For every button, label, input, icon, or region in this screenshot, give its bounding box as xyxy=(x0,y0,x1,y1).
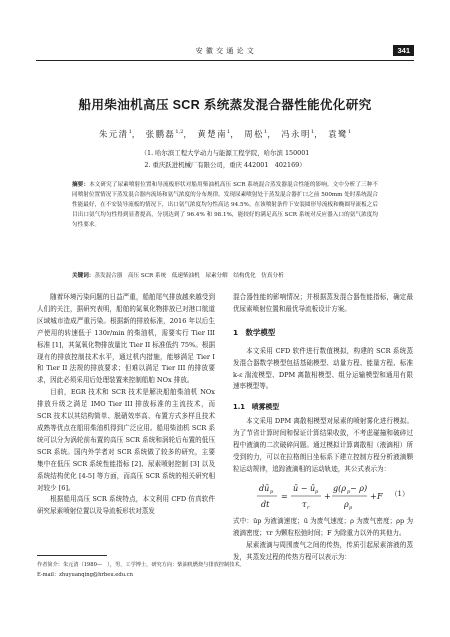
paper-title: 船用柴油机高压 SCR 系统蒸发混合器性能优化研究 xyxy=(78,98,372,112)
equation-formula xyxy=(253,480,383,514)
abstract-text: 本文研究了尿素喷射位置和导流板形状对船用柴油机高压 SCR 系统混合蒸发器混合性能的影响。文中分析了三种不同喷射位置情况下蒸发混合器内流场和氨气浓度的分布规律，发现尿素喷射处于蒸发混合器扩口之前 500mm 处时系统混合性能最好，在不安装导流板的情况下，出口氨气浓度均匀性高达 94.5%。在该喷射条件下安装圆形导流板和椭圆导流板之后目出口氨气均匀性得到显著提高，分别达到了 96.4% 和 98.1%，能较好的满足高压 SCR 系统对反应器入口的氨气浓度均匀性要求。 xyxy=(72,182,378,228)
affiliation-2: 2. 重庆跃进机械厂有限公司，重庆 442001 402169） xyxy=(144,161,306,169)
subsection-heading: 1.1 喷雾模型 xyxy=(233,403,280,412)
author-name: 袁鹭 xyxy=(328,129,348,139)
author-affiliation-mark: 1 xyxy=(310,129,315,136)
affiliation-1: （1. 哈尔滨工程大学动力与能源工程学院，哈尔滨 150001 xyxy=(140,149,310,157)
left-column xyxy=(37,292,215,518)
svg-text:+: + xyxy=(324,491,331,501)
svg-text:τ: τ xyxy=(302,499,307,509)
svg-text:+: + xyxy=(370,491,377,501)
svg-text:F: F xyxy=(377,491,383,501)
page-number: 341 xyxy=(393,45,414,56)
body-paragraph: 目前，EGR 技术和 SCR 技术是解决船舶柴油机 NOx 排放升级之满足 IMO Tier III 排放标准的主流技术，而 SCR 技术以其结构简单、脱硝效率高、布置方式多样且技术成熟等优点在船用柴油机得到广泛应用。船用柴油机 SCR 系统可以分为涡轮前布置的高压 SCR 系统和涡轮后布置的低压 SCR 系统。国内外学者对 SCR 系统做了较多的研究，主要集中在低压 SCR 系统性能指标 [2]、尿素喷射控制 [3] 以及系统结构优化 [4-5] 等方面，而高压 SCR 系统的相关研究相对较少 [6]。 xyxy=(37,388,215,492)
running-header xyxy=(36,46,414,61)
journal-name: 安 徽 交 通 论 文 xyxy=(195,47,255,55)
svg-text:r: r xyxy=(307,504,310,511)
author-name: 冯永明 xyxy=(281,129,311,139)
equation-number: （1） xyxy=(390,489,409,498)
author-name: 周松 xyxy=(244,129,265,139)
body-paragraph: 本文采用 DPM 离散相模型对尿素的喷射雾化进行模拟。为了节省计算时间和保证计算结果收敛，不考虑碰撞和破碎过程中液滴的二次破碎问题。通过模拟计算离散相（液滴相）所受到的力，可以在拉格朗日坐标系下建立控制方程分析液滴颗粒运动规律，追踪液滴相的运动轨迹，其公式表示为： xyxy=(233,417,413,473)
author-name: 张鹏磊 xyxy=(145,129,176,139)
section-heading: 1 数学模型 xyxy=(233,327,276,337)
body-paragraph: 本文采用 CFD 软件进行数值模拟，构建的 SCR 系统蒸发混合器数学模型包括基础模型、动量方程、能量方程、标准 k-ε 湍流模型、DPM 离散相模型、组分运输模型和通用有限速率模型等。 xyxy=(233,346,413,391)
equation-1 xyxy=(233,480,413,514)
svg-text:dū: dū xyxy=(259,483,270,493)
author-list: 朱元清$^1$， 张鹏磊$^{1,2}$， 黄楚南$^1$， 周松$^1$， 冯永明$^1$， 袁鹭$^1$ xyxy=(98,129,352,139)
author-affiliation-mark: 1 xyxy=(128,129,132,136)
svg-text:g(ρ: g(ρ xyxy=(333,483,346,493)
abstract-label: 摘要： xyxy=(72,182,90,188)
abstract xyxy=(72,181,378,231)
body-paragraph: 混合器性能的影响情况；并根据蒸发混合器性能指标，确定最优尿素喷射位置和最优导流板设计方案。 xyxy=(233,293,413,313)
svg-text:p: p xyxy=(270,488,274,495)
svg-text:ū − ū: ū − ū xyxy=(293,483,316,493)
footnote-author-bio: 作者简介：朱元清（1980— ），男，工学博士，研究方向：柴油机燃烧与排放控制技术。 xyxy=(37,562,245,568)
svg-text:dt: dt xyxy=(261,499,270,509)
keywords-text: 蒸发混合器 高压 SCR 系统 低速柴油机 尿素分解 结构优化 仿真分析 xyxy=(94,273,284,279)
footnote xyxy=(37,560,245,580)
body-paragraph: 根据船用高压 SCR 系统特点，本文利用 CFD 仿真软件研究尿素喷射位置以及导流板形状对蒸发 xyxy=(37,495,215,516)
author-affiliation-mark: 1 xyxy=(347,129,352,136)
footnote-rule xyxy=(37,555,107,556)
body-paragraph: 尿素液滴与周围废气之间的传热，传质引起尿素溶液的蒸发，其蒸发过程的传热方程可以表示为： xyxy=(233,540,413,561)
svg-text:p: p xyxy=(349,504,353,511)
author-name: 朱元清 xyxy=(98,129,129,139)
right-column xyxy=(233,292,413,563)
svg-text:p: p xyxy=(347,488,351,495)
svg-text:p: p xyxy=(315,488,319,495)
svg-text:− ρ): − ρ) xyxy=(350,483,368,493)
body-paragraph: 式中：ūp 为液滴速度；ū 为废气速度；ρ 为废气密度；ρp 为液滴密度；τr 为颗粒松弛时间；F 为除重力以外的其他力。 xyxy=(233,516,413,537)
footnote-email: E-mail：zhuyuanqing@hrbeu.edu.cn xyxy=(37,572,133,578)
keywords xyxy=(72,271,378,279)
svg-text:=: = xyxy=(281,491,288,501)
author-affiliation-mark: 1 xyxy=(227,129,231,136)
author-affiliation-mark: 1 xyxy=(264,129,268,136)
author-affiliation-mark: 1,2 xyxy=(175,129,184,136)
svg-text:ρ: ρ xyxy=(344,499,349,509)
author-name: 黄楚南 xyxy=(197,129,228,139)
body-paragraph: 随着环境污染问题的日益严重，船舶尾气排放越来越受到人们的关注，据研究表明，船舶的氮氧化物排放已对港口航道区域城市造成严重污染。根据新的排放标准，2016 年以后生产使用的转速低于 130r/min 的柴油机，需要实行 Tier III 标准 [1]，其氮氧化物排放量比 Tier II 标准低约 75%。根据现有的排放控制技术水平，通过机内措施，能够满足 Tier I 和 Tier II 法规的排放要求；但难以满足 Tier III 的排放要求，因此必须采用后处理装置来控制船舶 NOx 排放。 xyxy=(37,293,215,385)
keywords-label: 关键词： xyxy=(72,273,95,279)
